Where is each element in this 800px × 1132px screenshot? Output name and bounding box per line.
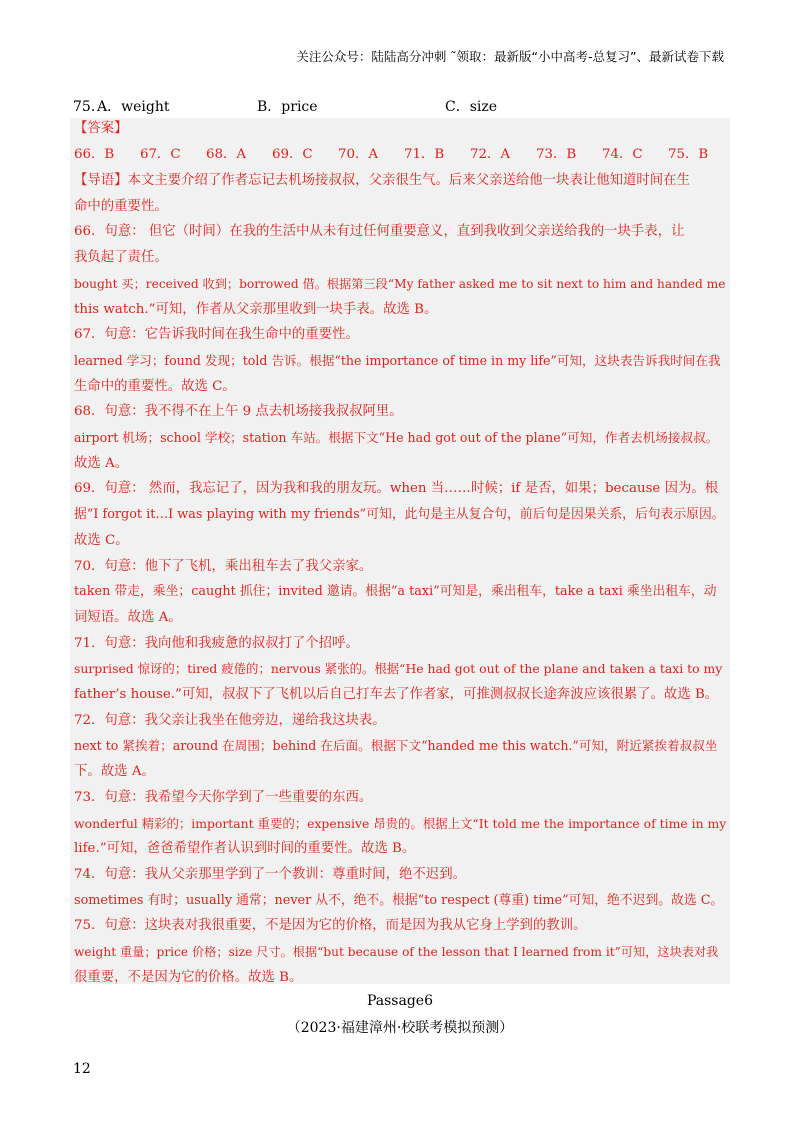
answer-key: 71．B [404, 147, 445, 162]
explanation-line: 69．句意： 然而，我忘记了，因为我和我的朋友玩。when 当……时候；if 是否，如果；because 因为。根 [74, 481, 719, 497]
explanation-line: 很重要，不是因为它的价格。故选 B。 [74, 969, 303, 985]
explanation-line: 命中的重要性。 [74, 198, 168, 214]
answer-key: 72．A [470, 147, 511, 162]
answer-key: 67．C [140, 147, 181, 162]
answer-key: 66．B [74, 147, 115, 162]
option-b: B．price [257, 99, 318, 115]
explanation-line: learned 学习；found 发现；told 告诉。根据“the importance of time in my life”可知，这块表告诉我时间在我 [74, 352, 721, 368]
option-a: A．weight [97, 99, 170, 115]
explanation-line: sometimes 有时；usually 通常；never 从不，绝不。根据“to respect (尊重) time”可知，绝不迟到。故选 C。 [74, 892, 724, 908]
answer-key: 73．B [536, 147, 577, 162]
answer-explanation-block [70, 118, 730, 984]
option-c: C．size [445, 99, 498, 115]
explanation-line: 生命中的重要性。故选 C。 [74, 378, 236, 394]
answer-key: 68．A [206, 147, 247, 162]
answer-key: 69．C [272, 147, 313, 162]
explanation-line: this watch.”可知，作者从父亲那里收到一块手表。故选 B。 [74, 301, 438, 317]
explanation-line: life.”可知，爸爸希望作者认识到时间的重要性。故选 B。 [74, 841, 416, 857]
explanation-line: 70．句意：他下了飞机，乘出租车去了我父亲家。 [74, 558, 373, 574]
explanation-line: father’s house.”可知，叔叔下了飞机以后自己打车去了作者家，可推测叔叔长途奔波应该很累了。故选 B。 [74, 687, 719, 702]
explanation-line: wonderful 精彩的；important 重要的；expensive 昂贵的。根据上文“It told me the importance of time in my [74, 815, 727, 831]
answer-key: 74．C [602, 147, 643, 162]
question-number: 75． [73, 99, 105, 115]
explanation-line: 72．句意：我父亲让我坐在他旁边，递给我这块表。 [74, 712, 386, 728]
explanation-line: 词短语。故选 A。 [74, 609, 182, 625]
answer-key: 70．A [338, 147, 379, 162]
explanation-line: airport 机场；school 学校；station 车站。根据下文“He had got out of the plane”可知，作者去机场接叔叔。 [74, 430, 719, 445]
explanation-line: 据“I forgot it…I was playing with my friends”可知，此句是主从复合句，前后句是因果关系，后句表示原因。 [74, 507, 725, 523]
page-header: 关注公众号：陆陆高分冲刺 ˜领取：最新版“小中高考-总复习”、最新试卷下载 [296, 49, 724, 64]
explanation-line: 故选 A。 [74, 455, 129, 471]
explanation-line: next to 紧挨着；around 在周围；behind 在后面。根据下文“handed me this watch.”可知，附近紧挨着叔叔坐 [74, 738, 718, 754]
explanation-line: 73．句意：我希望今天你学到了一些重要的东西。 [74, 789, 373, 805]
answer-label: 【答案】 [74, 121, 128, 136]
explanation-line: 74．句意：我从父亲那里学到了一个教训：尊重时间，绝不迟到。 [74, 866, 466, 882]
explanation-line: surprised 惊讶的；tired 疲倦的；nervous 紧张的。根据“He had got out of the plane and taken a taxi to my [74, 661, 723, 677]
explanation-line: 66．句意： 但它（时间）在我的生活中从未有过任何重要意义，直到我收到父亲送给我的一块手表，让 [74, 224, 685, 240]
explanation-line: 【导语】本文主要介绍了作者忘记去机场接叔叔，父亲很生气。后来父亲送给他一块表让他知道时间在生 [74, 173, 690, 188]
explanation-line: 下。故选 A。 [74, 764, 155, 780]
answer-keys-row [74, 146, 726, 164]
explanation-line: bought 买；received 收到；borrowed 借。根据第三段“My father asked me to sit next to him and handed me [74, 276, 726, 291]
explanation-line: 故选 C。 [74, 532, 129, 548]
page-number: 12 [73, 1061, 91, 1077]
explanation-line: weight 重量；price 价格；size 尺寸。根据“but because of the lesson that I learned from it”可知，这块表对我 [74, 945, 719, 959]
explanation-line: taken 带走，乘坐；caught 抓住；invited 邀请。根据“a taxi”可知是，乘出租车，take a taxi 乘坐出租车，动 [74, 584, 717, 600]
passage-title: Passage6 [366, 993, 433, 1009]
explanation-line: 我负起了责任。 [74, 250, 168, 266]
explanation-line: 71．句意：我向他和我疲惫的叔叔打了个招呼。 [74, 635, 359, 651]
explanation-line: 68．句意：我不得不在上午 9 点去机场接我叔叔阿里。 [74, 404, 403, 420]
passage-source: （2023·福建漳州·校联考模拟预测） [286, 1020, 514, 1036]
answer-key: 75．B [668, 147, 709, 162]
explanation-line: 75．句意：这块表对我很重要，不是因为它的价格，而是因为我从它身上学到的教训。 [74, 918, 587, 934]
explanation-line: 67．句意：它告诉我时间在我生命中的重要性。 [74, 327, 359, 343]
